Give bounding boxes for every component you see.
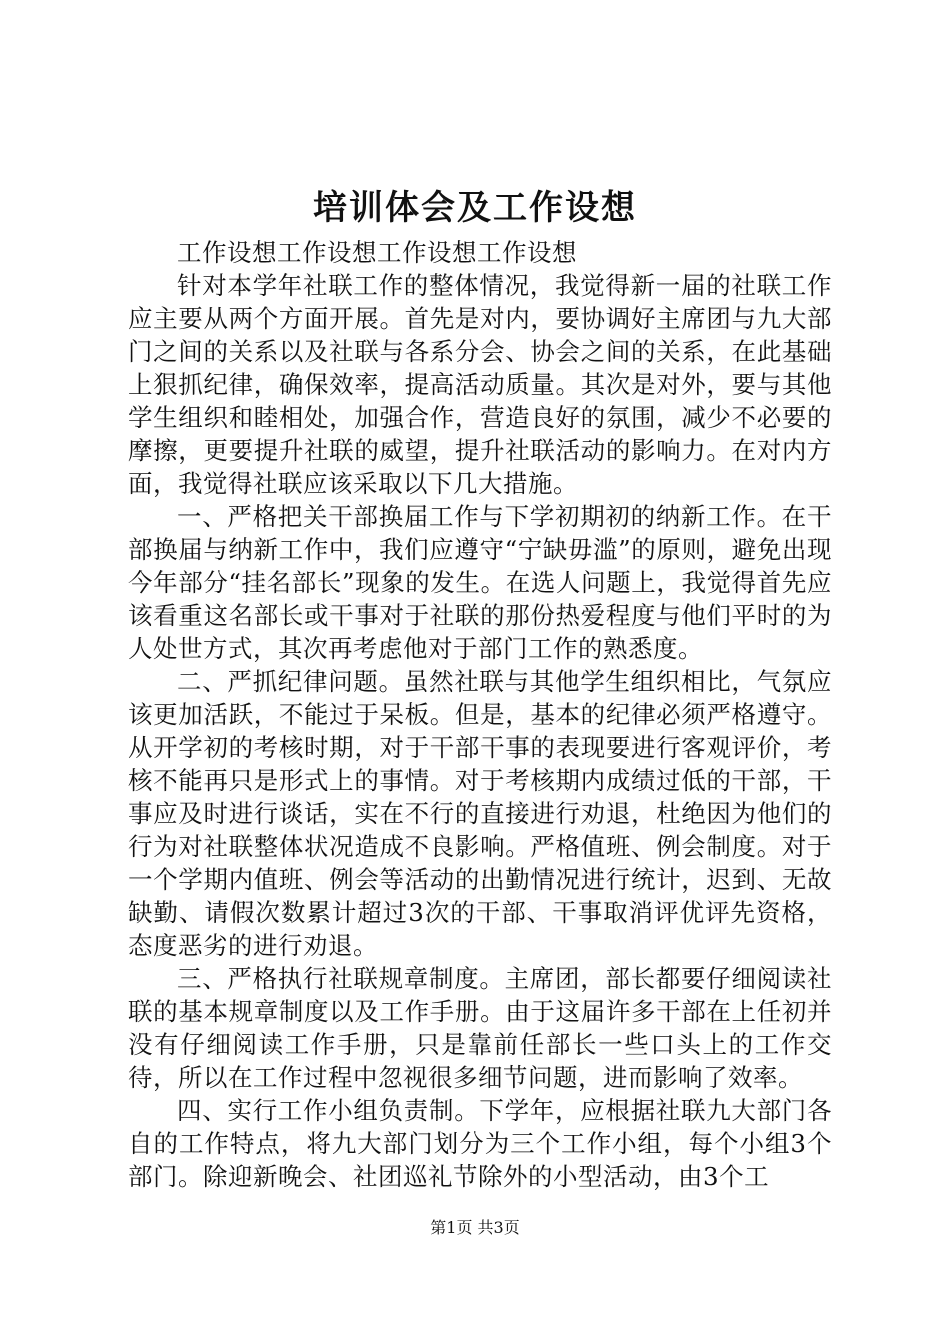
paragraph-measure-3: 三、严格执行社联规章制度。主席团，部长都要仔细阅读社联的基本规章制度以及工作手册。由于这届许多干部在上任初并没有仔细阅读工作手册，只是靠前任部长一些口头上的工作交待，所以在工作过程中忽视很多细节问题，进而影响了效率。 <box>128 964 832 1092</box>
document-title: 培训体会及工作设想 <box>313 188 637 228</box>
document-body <box>128 236 832 1193</box>
paragraph-heading: 工作设想工作设想工作设想工作设想 <box>177 238 577 267</box>
page-footer: 第1页 共3页 <box>430 1218 520 1237</box>
paragraph-measure-1: 一、严格把关干部换届工作与下学初期初的纳新工作。在干部换届与纳新工作中，我们应遵守“宁缺毋滥”的原则，避免出现今年部分“挂名部长”现象的发生。在选人问题上，我觉得首先应该看重这名部长或干事对于社联的那份热爱程度与他们平时的为人处世方式，其次再考虑他对于部门工作的熟悉度。 <box>128 502 832 663</box>
paragraph-intro: 针对本学年社联工作的整体情况，我觉得新一届的社联工作应主要从两个方面开展。首先是对内，要协调好主席团与九大部门之间的关系以及社联与各系分会、协会之间的关系，在此基础上狠抓纪律，确保效率，提高活动质量。其次是对外，要与其他学生组织和睦相处，加强合作，营造良好的氛围，减少不必要的摩擦，更要提升社联的威望，提升社联活动的影响力。在对内方面，我觉得社联应该采取以下几大措施。 <box>128 271 832 498</box>
paragraph-measure-2: 二、严抓纪律问题。虽然社联与其他学生组织相比，气氛应该更加活跃，不能过于呆板。但是，基本的纪律必须严格遵守。从开学初的考核时期，对于干部干事的表现要进行客观评价，考核不能再只是形式上的事情。对于考核期内成绩过低的干部，干事应及时进行谈话，实在不行的直接进行劝退，杜绝因为他们的行为对社联整体状况造成不良影响。严格值班、例会制度。对于一个学期内值班、例会等活动的出勤情况进行统计，迟到、无故缺勤、请假次数累计超过3次的干部、干事取消评优评先资格，态度恶劣的进行劝退。 <box>128 667 832 960</box>
paragraph-measure-4: 四、实行工作小组负责制。下学年，应根据社联九大部门各自的工作特点，将九大部门划分为三个工作小组，每个小组3个部门。除迎新晚会、社团巡礼节除外的小型活动，由3个工 <box>128 1096 832 1191</box>
